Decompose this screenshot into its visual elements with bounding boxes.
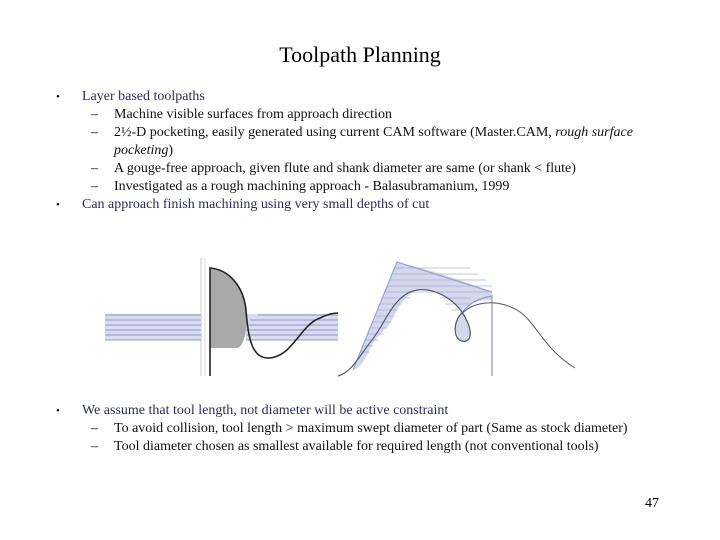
sub-bullet-text-part: )	[168, 143, 174, 158]
sub-bullet-text: A gouge-free approach, given flute and shank diameter are same (or shank < flute)	[114, 161, 576, 176]
slide-title: Toolpath Planning	[279, 42, 441, 67]
dash-icon: –	[91, 125, 98, 140]
bullet-dot-icon: •	[56, 91, 60, 103]
dash-icon: –	[91, 161, 98, 176]
sub-bullet-text: To avoid collision, tool length > maximum swept diameter of part (Same as stock diameter)	[114, 421, 628, 436]
bullet-dot-icon: •	[56, 199, 60, 211]
sub-bullet-text: Machine visible surfaces from approach direction	[114, 107, 392, 122]
italic-text: rough surface pocketing	[114, 125, 633, 158]
sub-bullet-text: Tool diameter chosen as smallest available for required length (not conventional tools)	[114, 439, 599, 454]
bullet-text: We assume that tool length, not diameter will be active constraint	[82, 403, 449, 418]
sub-bullet-item	[0, 438, 720, 456]
bullet-text: Layer based toolpaths	[82, 89, 205, 104]
dash-icon: –	[91, 107, 98, 122]
page-number: 47	[645, 496, 659, 511]
bullet-item	[0, 402, 720, 420]
dash-icon: –	[91, 179, 98, 194]
dash-icon: –	[91, 439, 98, 454]
left-stock-outline	[201, 258, 205, 376]
dash-icon: –	[91, 421, 98, 436]
sub-bullet-item	[0, 420, 720, 438]
bullet-text: Can approach finish machining using very small depths of cut	[82, 197, 430, 212]
undercut-region	[210, 268, 247, 348]
sub-bullet-text-part: 2½-D pocketing, easily generated using current CAM software (Master.CAM,	[114, 125, 556, 140]
bullet-dot-icon: •	[56, 405, 60, 417]
bottom-bullet-list	[0, 402, 720, 456]
sub-bullet-text: Investigated as a rough machining approach - Balasubramanium, 1999	[114, 179, 510, 194]
right-fill-region	[353, 262, 492, 370]
